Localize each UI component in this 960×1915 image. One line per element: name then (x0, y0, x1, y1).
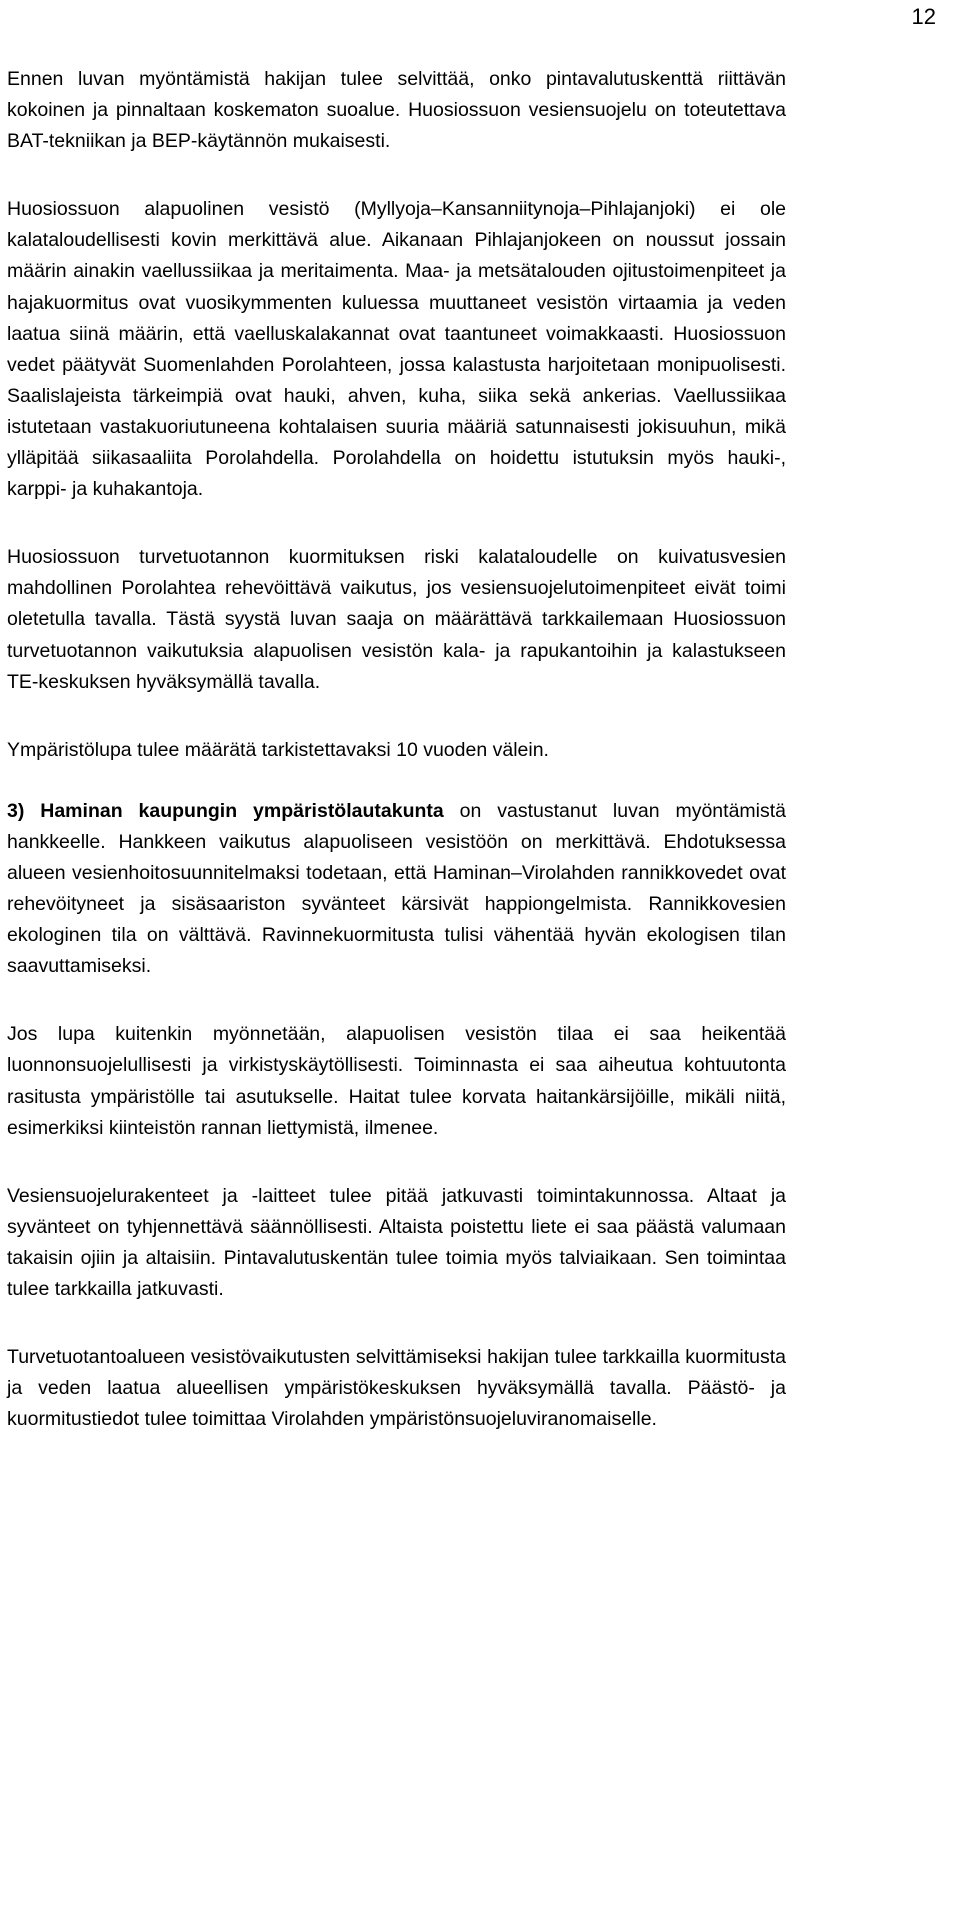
paragraph-permit-review: Ympäristölupa tulee määrätä tarkistettavaksi 10 vuoden välein. (7, 738, 549, 761)
paragraph-water-protection-structures: Vesiensuojelurakenteet ja -laitteet tulee pitää jatkuvasti toimintakunnossa. Altaat ja syvänteet on tyhjennettävä säännöllisesti. Altaista poistettu liete ei saa päästä valumaan takaisin ojiin ja altaisiin. Pintavalutuskentän tulee toimia myös talviaikaan. Sen toimintaa tulee tarkkailla jatkuvasti. (7, 1184, 786, 1300)
paragraph-conditions: Jos lupa kuitenkin myönnetään, alapuolisen vesistön tilaa ei saa heikentää luonnonsuojelullisesti ja virkistyskäytöllisesti. Toiminnasta ei saa aiheutua kohtuutonta rasitusta ympäristölle tai asutukselle. Haitat tulee korvata haitankärsijöille, mikäli niitä, esimerkiksi kiinteistön rannan liettymistä, ilmenee. (7, 1023, 786, 1139)
paragraph-fishery-watercourse: Huosiossuon alapuolinen vesistö (Myllyoja–Kansanniitynoja–Pihlajanjoki) ei ole kalataloudellisesti kovin merkittävä alue. Aikanaan Pihlajanjokeen on noussut jossain määrin ainakin vaellussiikaa ja meritaimenta. Maa- ja metsätalouden ojitustoimenpiteet ja hajakuormitus ovat vuosikymmenten kuluessa muuttaneet vesistön virtaamia ja veden laatua siinä määrin, että vaelluskalakannat ovat taantuneet voimakkaasti. Huosiossuon vedet päätyvät Suomenlahden Porolahteen, jossa kalastusta harjoitetaan monipuolisesti. Saalislajeista tärkeimpiä ovat hauki, ahven, kuha, siika sekä ankerias. Vaellussiikaa istutetaan vastakuoriutuneena kohtalaisen suuria määriä satunnaisesti jokisuuhun, mikä ylläpitää siikasaaliita Porolahdella. Porolahdella on hoidettu istutuksin myös hauki-, karppi- ja kuhakantoja. (7, 198, 786, 501)
paragraph-permit-preconditions: Ennen luvan myöntämistä hakijan tulee selvittää, onko pintavalutuskenttä riittävän kokoinen ja pinnaltaan koskematon suoalue. Huosiossuon vesiensuojelu on toteutettava BAT-tekniikan ja BEP-käytännön mukaisesti. (7, 68, 786, 153)
paragraph-monitoring: Turvetuotantoalueen vesistövaikutusten selvittämiseksi hakijan tulee tarkkailla kuormitusta ja veden laatua alueellisen ympäristökeskuksen hyväksymällä tavalla. Päästö- ja kuormitustiedot tulee toimittaa Virolahden ympäristönsuojeluviranomaiselle. (7, 1346, 786, 1431)
document-body (7, 64, 786, 1472)
paragraph-hamina-statement (7, 796, 786, 983)
statement-heading: 3) Haminan kaupungin ympäristölautakunta (7, 799, 444, 822)
page-number: 12 (911, 4, 936, 29)
paragraph-fishery-risk: Huosiossuon turvetuotannon kuormituksen riski kalataloudelle on kuivatusvesien mahdollinen Porolahtea rehevöittävä vaikutus, jos vesiensuojelutoimenpiteet eivät toimi oletetulla tavalla. Tästä syystä luvan saaja on määrättävä tarkkailemaan Huosiossuon turvetuotannon vaikutuksia alapuolisen vesistön kala- ja rapukantoihin ja kalastukseen TE-keskuksen hyväksymällä tavalla. (7, 546, 786, 693)
statement-body: on vastustanut luvan myöntämistä hankkeelle. Hankkeen vaikutus alapuoliseen vesistöön on merkittävä. Ehdotuksessa alueen vesienhoitosuunnitelmaksi todetaan, että Haminan–Virolahden rannikkovedet ovat rehevöityneet ja sisäsaariston syvänteet kärsivät happiongelmista. Rannikkovesien ekologinen tila on välttävä. Ravinnekuormitusta tulisi vähentää hyvän ekologisen tilan saavuttamiseksi. (7, 799, 786, 978)
